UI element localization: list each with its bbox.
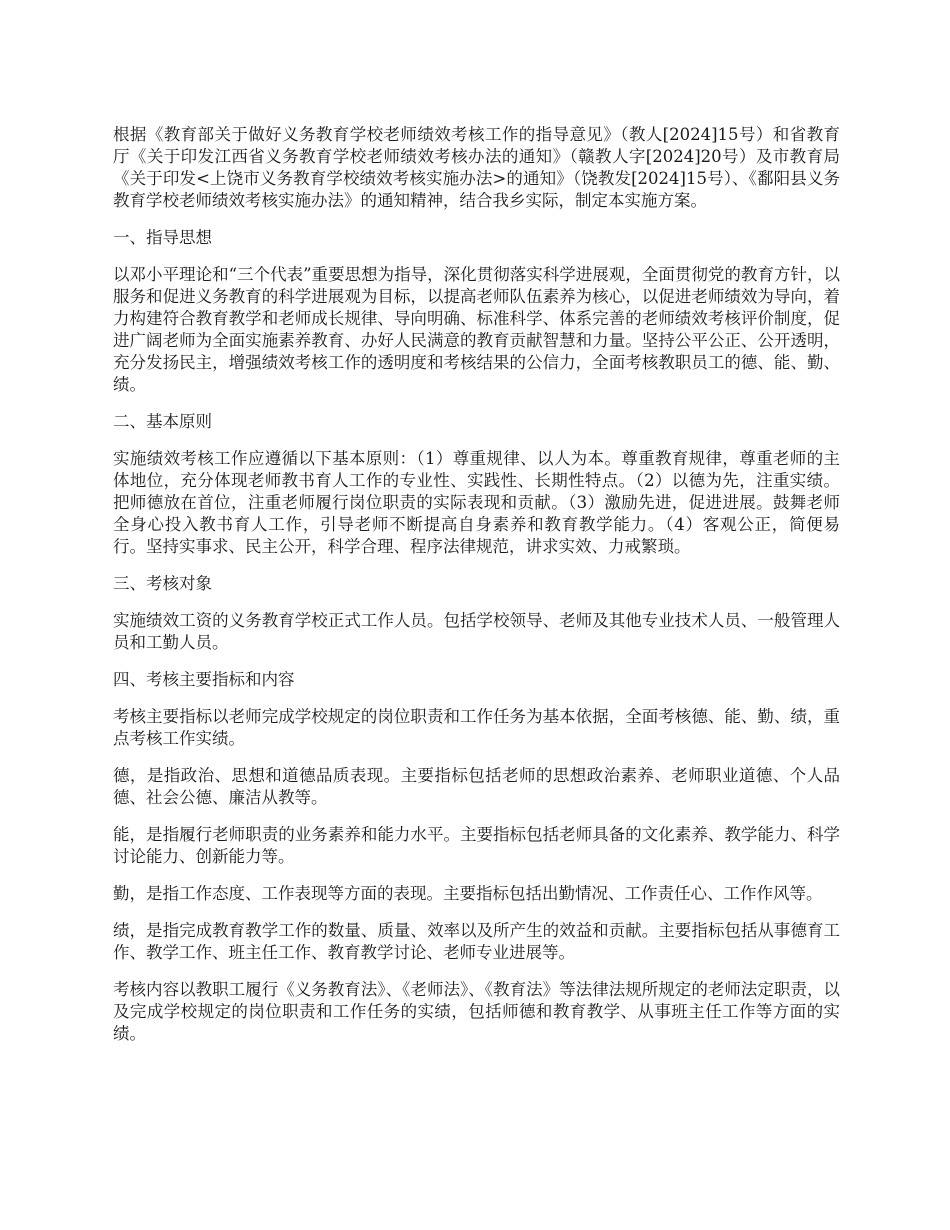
indicators-overview-paragraph: 考核主要指标以老师完成学校规定的岗位职责和工作任务为基本依据，全面考核德、能、勤、绩，重点考核工作实绩。 — [113, 707, 840, 748]
indicator-ji-paragraph: 绩，是指完成教育教学工作的数量、质量、效率以及所产生的效益和贡献。主要指标包括从事德育工作、教学工作、班主任工作、教育教学讨论、老师专业进展等。 — [113, 921, 840, 962]
assessment-content-paragraph: 考核内容以教职工履行《义务教育法》、《老师法》、《教育法》等法律法规所规定的老师法定职责，以及完成学校规定的岗位职责和工作任务的实绩，包括师德和教育教学、从事班主任工作等方面的实绩。 — [113, 980, 840, 1043]
document-body — [113, 124, 840, 1060]
indicator-de-paragraph: 德，是指政治、思想和道德品质表现。主要指标包括老师的思想政治素养、老师职业道德、个人品德、社会公德、廉洁从教等。 — [113, 766, 840, 807]
section-heading-indicators-content: 四、考核主要指标和内容 — [113, 670, 295, 689]
basic-principles-paragraph: 实施绩效考核工作应遵循以下基本原则：（1）尊重规律、以人为本。尊重教育规律，尊重老师的主体地位，充分体现老师教书育人工作的专业性、实践性、长期性特点。（2）以德为先，注重实绩。把师德放在首位，注重老师履行岗位职责的实际表现和贡献。（3）激励先进，促进进展。鼓舞老师全身心投入教书育人工作，引导老师不断提高自身素养和教育教学能力。（4）客观公正，简便易行。坚持实事求、民主公开，科学合理、程序法律规范，讲求实效、力戒繁琐。 — [113, 449, 840, 556]
indicator-neng-paragraph: 能，是指履行老师职责的业务素养和能力水平。主要指标包括老师具备的文化素养、教学能力、科学讨论能力、创新能力等。 — [113, 825, 840, 866]
assessment-targets-paragraph: 实施绩效工资的义务教育学校正式工作人员。包括学校领导、老师及其他专业技术人员、一般管理人员和工勤人员。 — [113, 611, 840, 652]
section-heading-assessment-targets: 三、考核对象 — [113, 574, 212, 593]
guiding-ideology-paragraph: 以邓小平理论和“三个代表”重要思想为指导，深化贯彻落实科学进展观，全面贯彻党的教育方针，以服务和促进义务教育的科学进展观为目标，以提高老师队伍素养为核心，以促进老师绩效为导向，着力构建符合教育教学和老师成长规律、导向明确、标准科学、体系完善的老师绩效考核评价制度，促进广阔老师为全面实施素养教育、办好人民满意的教育贡献智慧和力量。坚持公平公正、公开透明，充分发扬民主，增强绩效考核工作的透明度和考核结果的公信力，全面考核教职员工的德、能、勤、绩。 — [113, 265, 840, 394]
section-heading-guiding-ideology: 一、指导思想 — [113, 228, 212, 247]
intro-paragraph: 根据《教育部关于做好义务教育学校老师绩效考核工作的指导意见》（教人[2024]15号）和省教育厅《关于印发江西省义务教育学校老师绩效考核办法的通知》（赣教人字[2024]20号）及市教育局《关于印发<上饶市义务教育学校绩效考核实施办法>的通知》（饶教发[2024]15号）、《鄱阳县义务教育学校老师绩效考核实施办法》的通知精神，结合我乡实际，制定本实施方案。 — [113, 125, 840, 210]
indicator-qin-paragraph: 勤，是指工作态度、工作表现等方面的表现。主要指标包括出勤情况、工作责任心、工作作风等。 — [113, 884, 823, 903]
section-heading-basic-principles: 二、基本原则 — [113, 412, 212, 431]
